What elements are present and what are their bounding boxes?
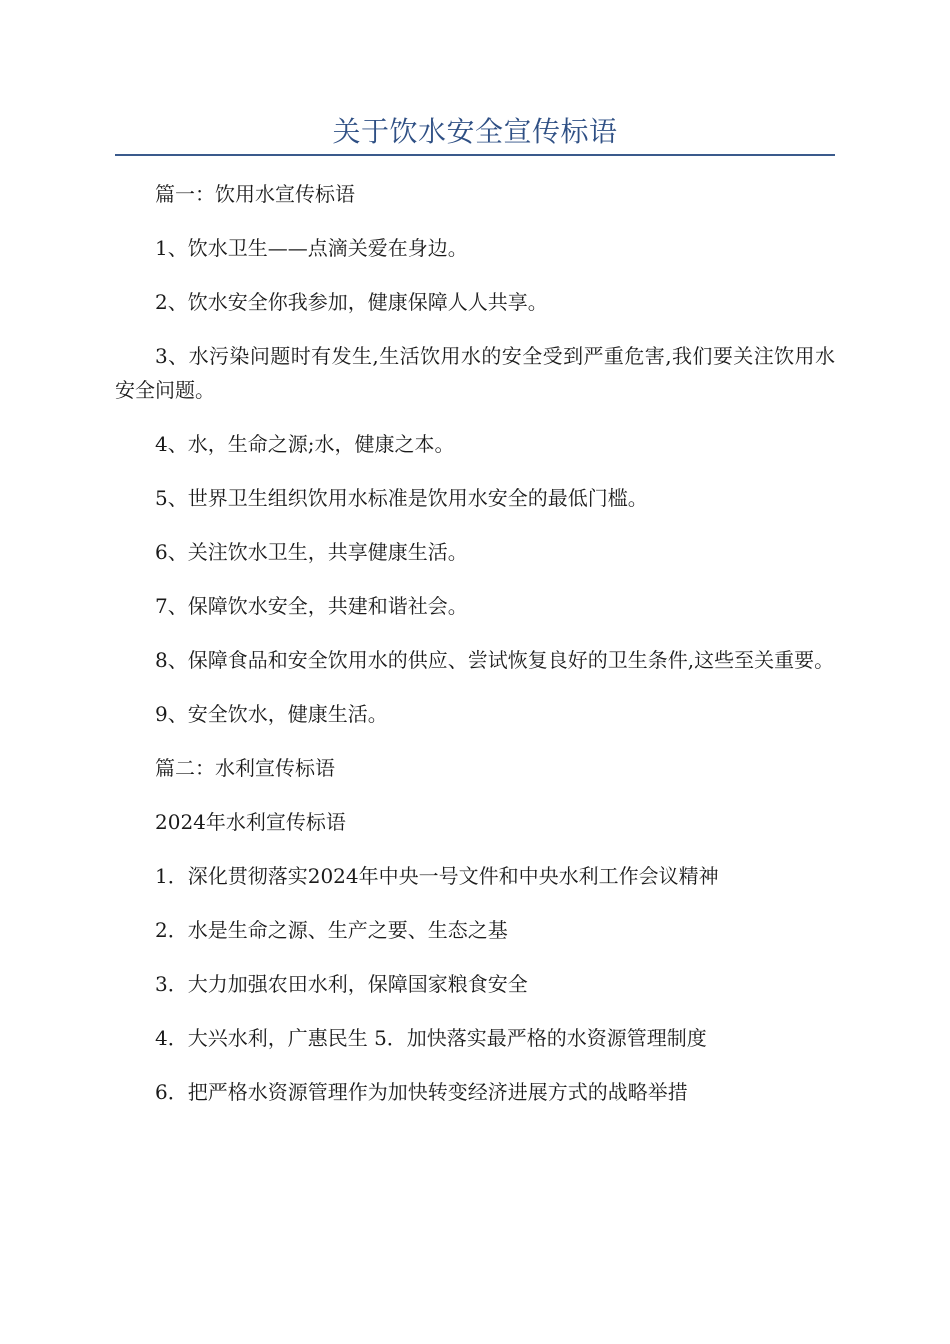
document-body: [115, 177, 835, 1129]
slogan-item: 2．水是生命之源、生产之要、生态之基: [155, 918, 508, 942]
subsection-heading: 2024年水利宣传标语: [155, 810, 346, 834]
slogan-item: 4．大兴水利，广惠民生 5．加快落实最严格的水资源管理制度: [155, 1026, 707, 1050]
title-underline: [115, 154, 835, 156]
slogan-item: 7、保障饮水安全，共建和谐社会。: [155, 594, 468, 618]
slogan-item: 4、水，生命之源;水，健康之本。: [155, 432, 455, 456]
section-heading: 篇一：饮用水宣传标语: [155, 182, 355, 206]
slogan-item: 6．把严格水资源管理作为加快转变经济进展方式的战略举措: [155, 1080, 688, 1104]
slogan-item: 6、关注饮水卫生，共享健康生活。: [155, 540, 468, 564]
slogan-item: 2、饮水安全你我参加，健康保障人人共享。: [155, 290, 548, 314]
slogan-item: 3．大力加强农田水利，保障国家粮食安全: [155, 972, 528, 996]
slogan-item: 3、水污染问题时有发生,生活饮用水的安全受到严重危害,我们要关注饮用水安全问题。: [115, 344, 835, 402]
document-title: 关于饮水安全宣传标语: [332, 115, 618, 148]
section-heading: 篇二：水利宣传标语: [155, 756, 335, 780]
slogan-item: 8、保障食品和安全饮用水的供应、尝试恢复良好的卫生条件,这些至关重要。: [155, 648, 835, 672]
slogan-item: 9、安全饮水，健康生活。: [155, 702, 388, 726]
slogan-item: 5、世界卫生组织饮用水标准是饮用水安全的最低门槛。: [155, 486, 648, 510]
slogan-item: 1、饮水卫生——点滴关爱在身边。: [155, 236, 468, 260]
slogan-item: 1．深化贯彻落实2024年中央一号文件和中央水利工作会议精神: [155, 864, 719, 888]
